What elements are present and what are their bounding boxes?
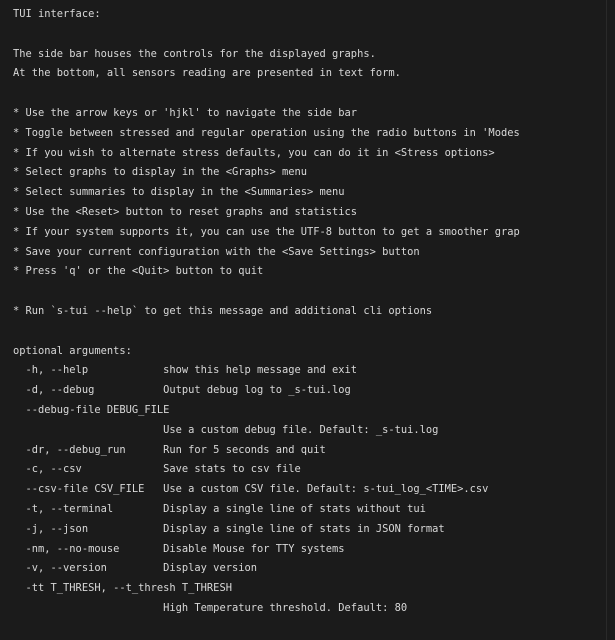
text-line: * Press 'q' or the <Quit> button to quit xyxy=(13,265,264,278)
text-line: * Use the arrow keys or 'hjkl' to navigate the side bar xyxy=(13,106,358,119)
text-line: -c, --csv Save stats to csv file xyxy=(13,463,301,476)
text-line: TUI interface: xyxy=(13,8,101,20)
text-line: -j, --json Display a single line of stats in JSON format xyxy=(13,522,445,535)
text-line: -nm, --no-mouse Disable Mouse for TTY systems xyxy=(13,542,345,555)
text-line: Use a custom debug file. Default: _s-tui.log xyxy=(13,423,439,436)
text-line: At the bottom, all sensors reading are presented in text form. xyxy=(13,67,401,80)
text-line: * Select summaries to display in the <Summaries> menu xyxy=(13,186,345,199)
blank-line xyxy=(13,282,520,302)
text-line: -h, --help show this help message and exit xyxy=(13,364,358,377)
text-line: -dr, --debug_run Run for 5 seconds and quit xyxy=(13,443,326,456)
text-line: -tt T_THRESH, --t_thresh T_THRESH xyxy=(13,582,232,595)
text-line: -v, --version Display version xyxy=(13,562,257,575)
text-line: The side bar houses the controls for the displayed graphs. xyxy=(13,47,376,60)
blank-line xyxy=(13,322,520,342)
blank-line xyxy=(13,84,520,104)
blank-line xyxy=(13,25,520,45)
text-line: * Use the <Reset> button to reset graphs and statistics xyxy=(13,205,358,218)
text-line: -t, --terminal Display a single line of stats without tui xyxy=(13,502,426,515)
text-line: * If your system supports it, you can use the UTF-8 button to get a smoother grap xyxy=(13,225,520,238)
text-line: * Select graphs to display in the <Graphs> menu xyxy=(13,166,308,179)
text-line: High Temperature threshold. Default: 80 xyxy=(13,601,408,614)
text-line: * Run `s-tui --help` to get this message and additional cli options xyxy=(13,304,433,317)
text-line: --debug-file DEBUG_FILE xyxy=(13,403,170,416)
text-line: -d, --debug Output debug log to _s-tui.log xyxy=(13,384,351,397)
text-line: optional arguments: xyxy=(13,344,132,357)
text-line: * If you wish to alternate stress defaults, you can do it in <Stress options> xyxy=(13,146,495,159)
text-line: --csv-file CSV_FILE Use a custom CSV file. Default: s-tui_log_<TIME>.csv xyxy=(13,483,489,496)
help-text xyxy=(13,5,520,619)
text-line: * Toggle between stressed and regular operation using the radio buttons in 'Modes xyxy=(13,126,520,139)
text-line: * Save your current configuration with the <Save Settings> button xyxy=(13,245,420,258)
